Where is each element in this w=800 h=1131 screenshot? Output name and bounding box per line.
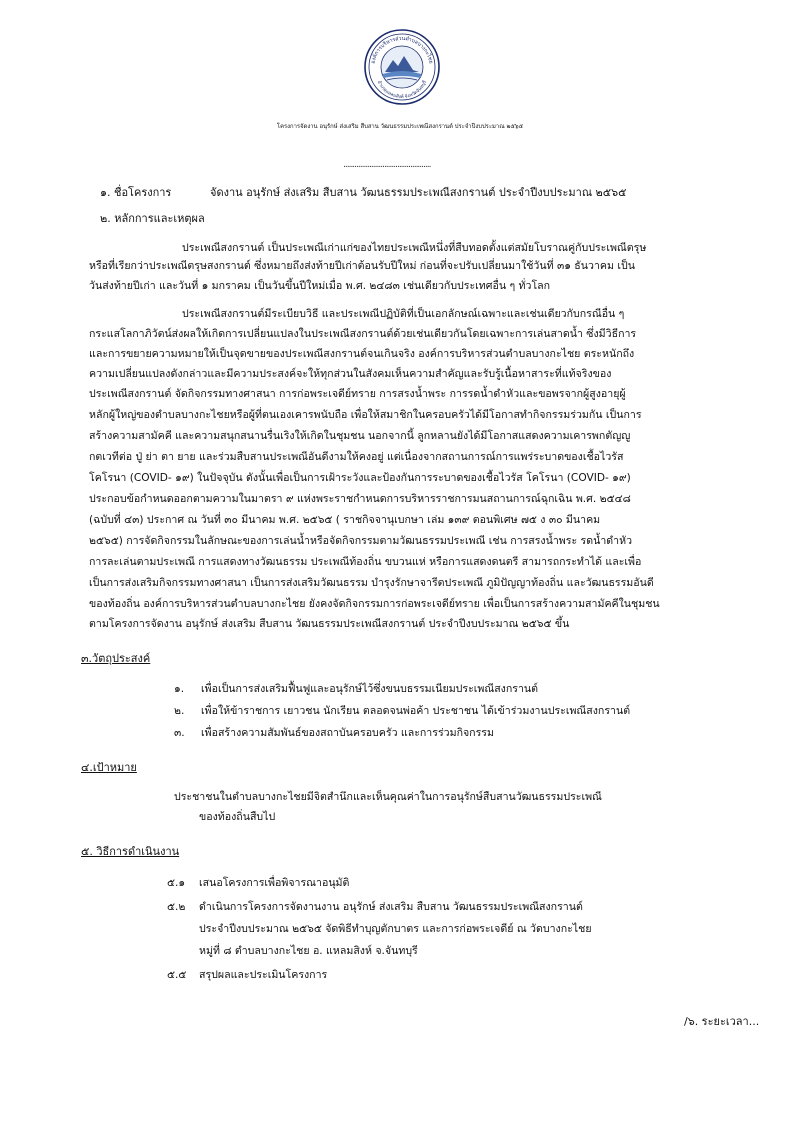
section-2-heading: ๒. หลักการและเหตุผล bbox=[100, 212, 205, 225]
step-number: ๕.๕ bbox=[167, 969, 187, 981]
paragraph-line: การละเล่นตามประเพณี การแสดงทางวัฒนธรรม ประเพณีท้องถิ่น ขบวนแห่ หรือการแสดงดนตรี สามารถกระทำได้ และเพื่อ bbox=[89, 556, 642, 568]
step-text: เสนอโครงการเพื่อพิจารณาอนุมัติ bbox=[199, 877, 350, 889]
paragraph-line: เป็นการส่งเสริมกิจกรรมทางศาสนา เป็นการส่งเสริมวัฒนธรรม บำรุงรักษาจารีตประเพณี ภูมิปัญญาท้องถิ่น และวัฒนธรรมอันดี bbox=[89, 577, 654, 589]
paragraph-line: ตามโครงการจัดงาน อนุรักษ์ ส่งเสริม สืบสาน วัฒนธรรมประเพณีสงกรานต์ ประจำปีงบประมาณ ๒๕๖๕ ขึ้น bbox=[89, 618, 570, 630]
paragraph-line: วันส่งท้ายปีเก่า และวันที่ ๑ มกราคม เป็นวันขึ้นปีใหม่เมื่อ พ.ศ. ๒๔๘๓ เช่นเดียวกับประเทศอื่น ๆ ทั่วโลก bbox=[89, 280, 551, 292]
objective-number: ๑. bbox=[174, 683, 185, 695]
step-text: ประจำปีงบประมาณ ๒๕๖๕ จัดพิธีทำบุญตักบาตร และการก่อพระเจดีย์ ณ วัดบางกะไชย bbox=[199, 923, 592, 935]
step-number: ๕.๑ bbox=[167, 877, 186, 889]
paragraph-line: (ฉบับที่ ๔๓) ประกาศ ณ วันที่ ๓๐ มีนาคม พ.ศ. ๒๕๖๕ ( ราชกิจจานุเบกษา เล่ม ๑๓๙ ตอนพิเศษ ๗๕ ง ๓๐ มีนาคม bbox=[89, 514, 601, 526]
paragraph-line: ๒๕๖๕) การจัดกิจกรรมในลักษณะของการเล่นน้ำหรือจัดกิจกรรมตามวัฒนธรรมประเพณี เช่น การสรงน้ำพระ รดน้ำดำหัว bbox=[89, 535, 633, 547]
paragraph-line: ของท้องถิ่น องค์การบริหารส่วนตำบลบางกะไชย ยังคงจัดกิจกรรมการก่อพระเจดีย์ทราย เพื่อเป็นการสร้างความสามัคคีในชุมชน bbox=[89, 598, 660, 610]
paragraph-line: ประเพณีสงกรานต์ เป็นประเพณีเก่าแก่ของไทยประเพณีหนึ่งที่สืบทอดตั้งแต่สมัยโบราณคู่กับประเพณีตรุษ bbox=[182, 242, 647, 254]
target-line: ประชาชนในตำบลบางกะไชยมีจิตสำนึกและเห็นคุณค่าในการอนุรักษ์สืบสานวัฒนธรรมประเพณี bbox=[174, 791, 602, 803]
project-name: จัดงาน อนุรักษ์ ส่งเสริม สืบสาน วัฒนธรรมประเพณีสงกรานต์ ประจำปีงบประมาณ ๒๕๖๕ bbox=[210, 186, 627, 199]
section-1-label: ๑. ชื่อโครงการ bbox=[100, 186, 172, 199]
organization-seal bbox=[363, 28, 441, 106]
paragraph-line: ประกอบข้อกำหนดออกตามความในมาตรา ๙ แห่งพระราชกำหนดการบริหารราชการมนสถานการณ์ฉุกเฉิน พ.ศ. ๒๕๔๘ bbox=[89, 493, 631, 505]
objective-number: ๓. bbox=[174, 727, 185, 739]
title-separator: ............................................... bbox=[343, 160, 431, 170]
objective-text: เพื่อสร้างความสัมพันธ์ของสถาบันครอบครัว และการร่วมกิจกรรม bbox=[201, 727, 494, 739]
target-line: ของท้องถิ่นสืบไป bbox=[199, 811, 276, 823]
paragraph-line: ประเพณีสงกรานต์ จัดกิจกรรมทางศาสนา การก่อพระเจดีย์ทราย การสรงน้ำพระ การรดน้ำดำหัวและขอพรจากผู้สูงอายุผู้ bbox=[89, 388, 626, 400]
section-5-heading: ๕. วิธีการดำเนินงาน bbox=[81, 845, 180, 858]
step-text: หมู่ที่ ๘ ตำบลบางกะไชย อ. แหลมสิงห์ จ.จันทบุรี bbox=[199, 945, 418, 957]
section-3-heading: ๓.วัตถุประสงค์ bbox=[81, 652, 151, 665]
step-number: ๕.๒ bbox=[167, 901, 186, 913]
paragraph-line: หลักผู้ใหญ่ของตำบลบางกะไชยหรือผู้ที่ตนเองเคารพนับถือ เพื่อให้สมาชิกในครอบครัวได้มีโอกาสทำกิจกรรมร่วมกัน เป็นการ bbox=[89, 409, 642, 421]
continuation-note: /๖. ระยะเวลา... bbox=[684, 1015, 760, 1028]
seal-bottom-text: อำเภอแหลมสิงห์ จังหวัดจันทบุรี bbox=[375, 80, 429, 101]
paragraph-line: กตเวทีต่อ ปู่ ย่า ตา ยาย และร่วมสืบสานประเพณีอันดีงามให้คงอยู่ แต่เนื่องจากสถานการณ์การแพร่ระบาดของเชื้อไวรัส bbox=[89, 451, 624, 463]
paragraph-line: หรือที่เรียกว่าประเพณีตรุษสงกรานต์ ซึ่งหมายถึงส่งท้ายปีเก่าต้อนรับปีใหม่ ก่อนที่จะปรับเปลี่ยนมาใช้วันที่ ๓๑ ธันวาคม เป็น bbox=[89, 260, 635, 272]
objective-number: ๒. bbox=[174, 705, 185, 717]
seal-top-text: องค์การบริหารส่วนตำบลบางกะไชย bbox=[370, 35, 434, 65]
objective-text: เพื่อเป็นการส่งเสริมฟื้นฟูและอนุรักษ์ไว้ซึ่งขนบธรรมเนียมประเพณีสงกรานต์ bbox=[201, 683, 539, 695]
paragraph-line: และการขยายความหมายให้เป็นจุดขายของประเพณีสงกรานต์จนเกินจริง องค์การบริหารส่วนตำบลบางกะไชย ตระหนักถึง bbox=[89, 348, 635, 360]
document-title: โครงการจัดงาน อนุรักษ์ ส่งเสริม สืบสาน วัฒนธรรมประเพณีสงกรานต์ ประจำปีงบประมาณ ๒๕๖๕ bbox=[276, 124, 524, 130]
objective-text: เพื่อให้ข้าราชการ เยาวชน นักเรียน ตลอดจนพ่อค้า ประชาชน ได้เข้าร่วมงานประเพณีสงกรานต์ bbox=[201, 705, 631, 717]
paragraph-line: กระแสโลกาภิวัตน์ส่งผลให้เกิดการเปลี่ยนแปลงในประเพณีสงกรานต์ด้วยเช่นเดียวกันโดยเฉพาะการเล่นสาดน้ำ ซึ่งมีวิธีการ bbox=[89, 328, 637, 340]
section-4-heading: ๔.เป้าหมาย bbox=[81, 761, 137, 774]
paragraph-line: สร้างความสามัคคี และความสนุกสนานรื่นเริงให้เกิดในชุมชน นอกจากนี้ ลูกหลานยังได้มีโอกาสแสดงความเคารพกตัญญู bbox=[89, 430, 631, 442]
paragraph-line: ประเพณีสงกรานต์มีระเบียบวิธี และประเพณีปฏิบัติที่เป็นเอกลักษณ์เฉพาะและเช่นเดียวกับกรณีอื่น ๆ bbox=[182, 308, 625, 320]
step-text: ดำเนินการโครงการจัดงานงาน อนุรักษ์ ส่งเสริม สืบสาน วัฒนธรรมประเพณีสงกรานต์ bbox=[199, 901, 583, 913]
paragraph-line: ความเปลี่ยนแปลงดังกล่าวและมีความประสงค์จะให้ทุกส่วนในสังคมเห็นความสำคัญและรับรู้เนื้อหาสาระที่แท้จริงของ bbox=[89, 368, 612, 380]
paragraph-line: โคโรนา (COVID- ๑๙) ในปัจจุบัน ดังนั้นเพื่อเป็นการเฝ้าระวังและป้องกันการระบาดของเชื้อไวรัส โคโรนา (COVID- ๑๙) bbox=[89, 472, 631, 484]
step-text: สรุปผลและประเมินโครงการ bbox=[199, 969, 328, 981]
